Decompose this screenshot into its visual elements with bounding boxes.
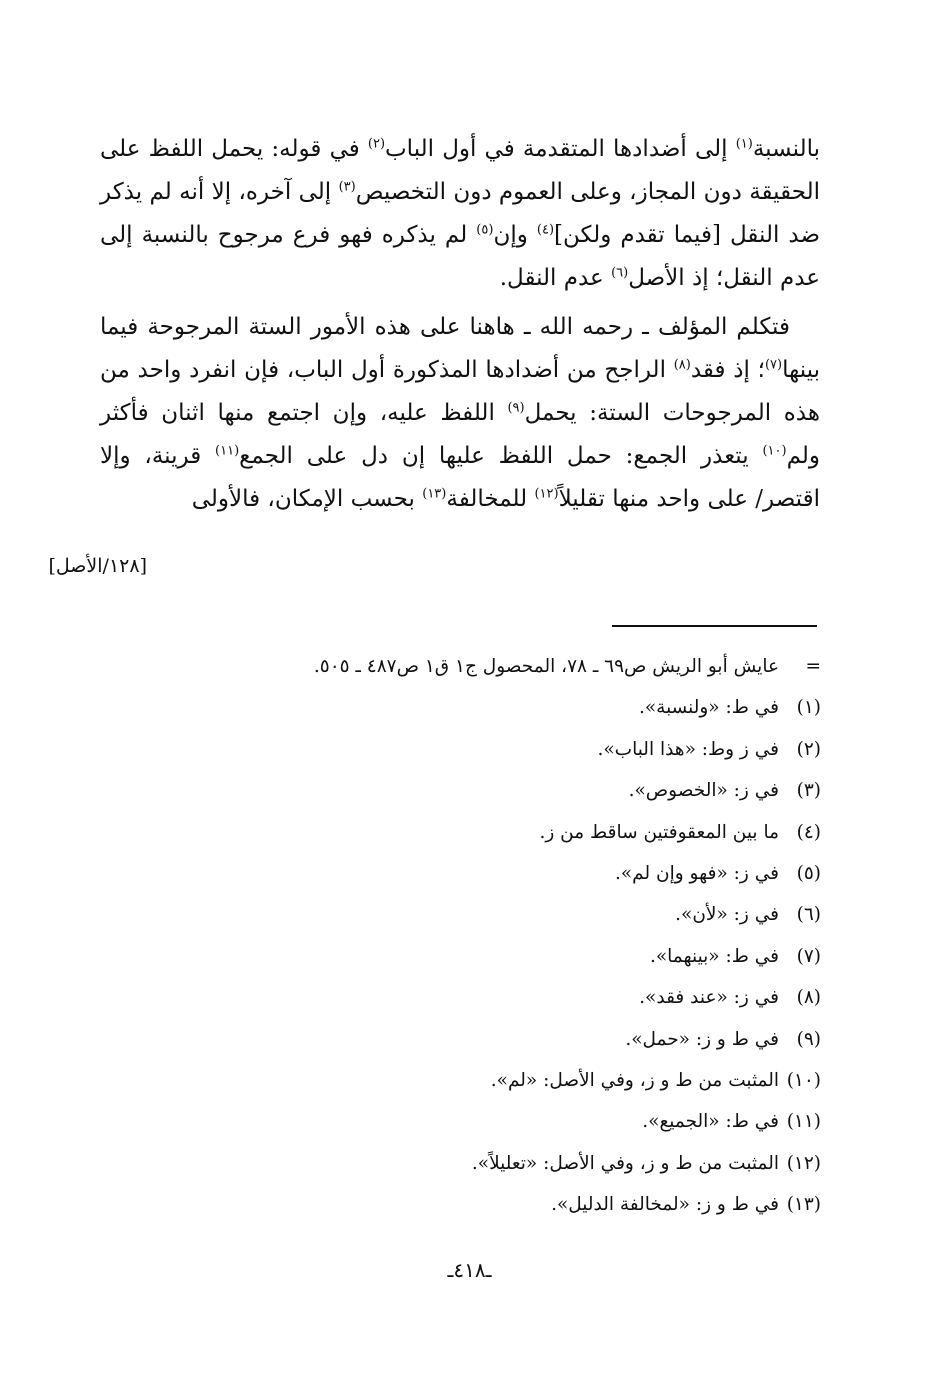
- footnote-separator: [612, 625, 817, 627]
- text-run: لم يذكره فهو فرع مرجوح بالنسبة إلى عدم النقل؛ إذ الأصل: [100, 222, 820, 291]
- footnote-ref-3: (٣): [338, 179, 356, 195]
- footnote: [101, 1060, 821, 1101]
- footnote: [101, 729, 821, 770]
- footnote-text: في ط: «بينهما».: [649, 945, 779, 967]
- footnote: [101, 936, 821, 977]
- text-run: قرينة، وإلا اقتصر/ على واحد منها تقليلاً: [100, 443, 820, 512]
- footnote-ref-2: (٢): [367, 136, 386, 152]
- footnote-text: في ط: «الجميع».: [642, 1111, 779, 1133]
- footnote-ref-10: (١٠): [762, 443, 787, 459]
- footnote: [101, 770, 821, 811]
- text-run: إلى آخره، إلا أنه لم يذكر ضد النقل [فيما تقدم ولكن]: [100, 179, 821, 248]
- footnote: [101, 1184, 821, 1225]
- footnote-number: (٨): [796, 987, 821, 1009]
- footnote-number: =: [805, 656, 821, 677]
- footnote-text: في ز: «لأن».: [675, 904, 779, 926]
- footnote-ref-6: (٦): [611, 265, 629, 281]
- text-run: الراجح من أضدادها المذكورة أول الباب، فإن انفرد واحد من هذه المرجوحات الستة: يحمل: [100, 357, 821, 426]
- footnote-ref-13: (١٣): [422, 486, 447, 502]
- footnote-text: المثبت من ط و ز، وفي الأصل: «لم».: [490, 1070, 779, 1092]
- footnote-number: (٥): [796, 863, 821, 885]
- footnote: [101, 1019, 821, 1060]
- text-run: ؛ إذ فقد: [690, 357, 765, 383]
- footnote: [101, 687, 821, 728]
- text-run: بالنسبة: [752, 136, 820, 162]
- footnote-number: (١١): [786, 1111, 821, 1133]
- footnote-ref-11: (١١): [215, 443, 240, 459]
- footnote-text: في ز: «الخصوص».: [628, 780, 779, 802]
- footnote-ref-5: (٥): [476, 222, 494, 238]
- footnote: [101, 646, 821, 687]
- footnote-number: (١٢): [786, 1152, 821, 1174]
- footnote-text: في ط و ز: «حمل».: [625, 1028, 779, 1050]
- footnote-text: في ط: «ولنسبة».: [638, 697, 779, 719]
- margin-page-marker: [١٢٨/الأصل]: [48, 555, 147, 577]
- main-text: [100, 128, 820, 521]
- footnote-number: (٣): [796, 780, 821, 802]
- footnote-number: (٢): [796, 738, 821, 760]
- footnote-text: في ز وط: «هذا الباب».: [597, 738, 779, 760]
- paragraph-2: [100, 306, 820, 521]
- text-run: للمخالفة: [446, 486, 535, 512]
- footnote-ref-8: (٨): [673, 357, 691, 373]
- footnote-ref-12: (١٢): [534, 486, 559, 502]
- footnote: [101, 812, 821, 853]
- footnote-number: (١٣): [786, 1194, 821, 1216]
- text-run: اللفظ عليه، وإن اجتمع منها اثنان فأكثر ولم: [100, 400, 820, 469]
- footnote-ref-9: (٩): [507, 400, 525, 416]
- footnote-number: (١٠): [786, 1070, 821, 1092]
- text-run: وإن: [493, 222, 537, 248]
- footnote-number: (١): [796, 697, 821, 719]
- text-run: في قوله: يحمل اللفظ على الحقيقة دون المجاز، وعلى العموم دون التخصيص: [100, 136, 821, 205]
- text-run: عدم النقل.: [499, 265, 612, 291]
- footnote-text: المثبت من ط و ز، وفي الأصل: «تعليلاً».: [471, 1152, 779, 1174]
- footnote-number: (٩): [796, 1028, 821, 1050]
- text-run: يتعذر الجمع: حمل اللفظ عليها إن دل على الجمع: [239, 443, 763, 469]
- footnote-text: في ز: «عند فقد».: [639, 987, 779, 1009]
- footnote-text: عايش أبو الريش ص٦٩ ـ ٧٨، المحصول ج١ ق١ ص٤٨٧ ـ ٥٠٥.: [313, 656, 779, 677]
- footnote-ref-4: (٤): [536, 222, 555, 238]
- text-run: فتكلم المؤلف ـ رحمه الله ـ هاهنا على هذه الأمور الستة المرجوحة فيما بينها: [100, 314, 820, 383]
- footnote: [101, 1143, 821, 1184]
- footnote-number: (٧): [796, 945, 821, 967]
- footnote-number: (٤): [796, 821, 821, 843]
- footnote-text: ما بين المعقوفتين ساقط من ز.: [539, 821, 779, 843]
- footnote-ref-7: (٧): [764, 357, 783, 373]
- footnote-text: في ز: «فهو وإن لم».: [614, 863, 779, 885]
- text-run: إلى أضدادها المتقدمة في أول الباب: [385, 136, 736, 162]
- footnote: [101, 1101, 821, 1142]
- footnote-number: (٦): [796, 904, 821, 926]
- text-run: بحسب الإمكان، فالأولى: [191, 486, 423, 512]
- page-number: ـ٤١٨ـ: [447, 1258, 492, 1282]
- footnote-ref-1: (١): [735, 136, 753, 152]
- paragraph-1: [100, 128, 820, 300]
- footnotes-list: [101, 646, 821, 1226]
- footnote-text: في ط و ز: «لمخالفة الدليل».: [551, 1194, 779, 1216]
- footnote: [101, 977, 821, 1018]
- footnote: [101, 853, 821, 894]
- footnote: [101, 894, 821, 935]
